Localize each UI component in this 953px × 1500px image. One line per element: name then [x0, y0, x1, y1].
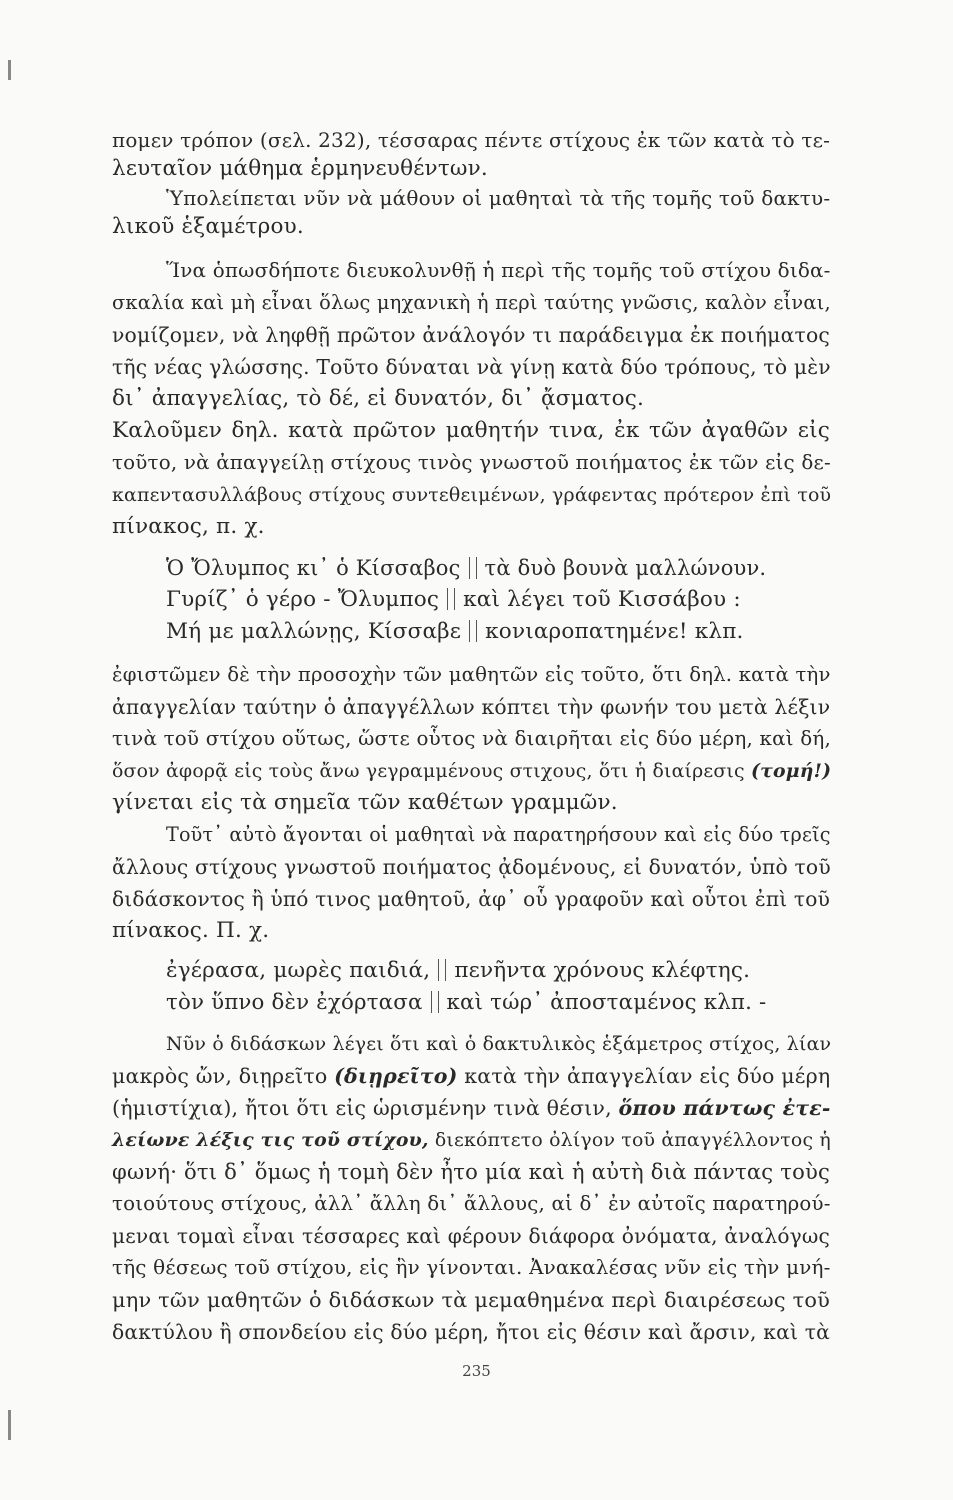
text-line: πίνακος. Π. χ.	[112, 918, 270, 943]
text-line: πίνακος, π. χ.	[112, 514, 265, 539]
text-line: λευταῖον μάθημα ἑρμηνευθέντων.	[112, 156, 488, 181]
text-fragment: κατὰ τὴν ἀπαγγελίαν εἰς δύο μέρη	[464, 1064, 831, 1088]
text-line: καπεντασυλλάβους στίχους συντεθειμένων, γράφεντας πρότερον ἐπὶ τοῦ	[112, 484, 832, 506]
text-line: τινὰ τοῦ στίχου οὕτως, ὥστε οὗτος νὰ διαιρῆται εἰς δύο μέρη, καὶ δή,	[112, 727, 832, 750]
verse-line	[166, 618, 766, 646]
verse-second-half: κονιαροπατημένε! κλπ.	[485, 619, 744, 644]
text-line: σκαλία καὶ μὴ εἶναι ὅλως μηχανικὴ ἡ περὶ ταύτης γνῶσις, καλὸν εἶναι,	[112, 291, 831, 314]
scan-mark	[8, 60, 11, 80]
text-line: διδάσκοντος ἢ ὑπό τινος μαθητοῦ, ἀφ᾽ οὗ γραφοῦν καὶ οὗτοι ἐπὶ τοῦ	[112, 887, 830, 911]
text-line: Νῦν ὁ διδάσκων λέγει ὅτι καὶ ὁ δακτυλικὸς ἑξάμετρος στίχος, λίαν	[166, 1033, 832, 1055]
bold-term: λείωνε λέξις τις τοῦ στίχου,	[112, 1129, 429, 1151]
verse-line	[166, 554, 766, 582]
verse-second-half: καὶ λέγει τοῦ Κισσάβου :	[463, 587, 741, 612]
text-line: τοῦτο, νὰ ἀπαγγείλῃ στίχους τινὸς γνωστοῦ ποιήματος ἐκ τῶν εἰς δε-	[112, 451, 831, 474]
text-line: φωνή· ὅτι δ᾽ ὅμως ἡ τομὴ δὲν ἦτο μία καὶ ἡ αὐτὴ διὰ πάντας τοὺς	[112, 1159, 830, 1184]
verse-first-half: Γυρίζ᾽ ὁ γέρο - Ὄλυμπος	[166, 587, 440, 612]
caesura-mark	[469, 620, 477, 642]
text-line: τοιούτους στίχους, ἀλλ᾽ ἄλλη δι᾽ ἄλλους, αἱ δ᾽ ἐν αὐτοῖς παρατηρού-	[112, 1192, 831, 1215]
text-fragment: μακρὸς ὤν, διῃρεῖτο	[112, 1064, 328, 1088]
text-line: νομίζομεν, νὰ ληφθῇ πρῶτον ἀνάλογόν τι παράδειγμα ἐκ ποιήματος	[112, 323, 830, 347]
text-line: πομεν τρόπον (σελ. 232), τέσσαρας πέντε στίχους ἐκ τῶν κατὰ τὸ τε-	[112, 128, 831, 152]
scan-mark	[8, 1410, 11, 1440]
bold-term: (τομή!)	[750, 760, 832, 782]
caesura-mark	[431, 991, 439, 1013]
text-fragment: διεκόπτετο ὀλίγον τοῦ ἀπαγγέλλοντος ἡ	[434, 1129, 831, 1151]
text-line: δακτύλου ἢ σπονδείου εἰς δύο μέρη, ἤτοι εἰς θέσιν καὶ ἄρσιν, καὶ τὰ	[112, 1320, 830, 1344]
verse-line	[166, 957, 766, 985]
text-fragment: ὅσον ἀφορᾷ εἰς τοὺς ἄνω γεγραμμένους στιχους, ὅτι ἡ διαίρεσις	[112, 761, 745, 782]
verse-second-half: καὶ τώρ᾽ ἀποσταμένος κλπ. -	[446, 990, 767, 1015]
bold-term: ὅπου πάντως ἐτε-	[618, 1096, 831, 1120]
bold-term: (διῃρεῖτο)	[334, 1064, 458, 1088]
page-number: 235	[462, 1362, 491, 1380]
verse-first-half: τὸν ὕπνο δὲν ἐχόρτασα	[166, 990, 423, 1015]
verse-first-half: ἐγέρασα, μωρὲς παιδιά,	[166, 958, 431, 983]
text-line: μην τῶν μαθητῶν ὁ διδάσκων τὰ μεμαθημένα περὶ διαιρέσεως τοῦ	[112, 1288, 830, 1312]
text-line: μεναι τομαὶ εἶναι τέσσαρες καὶ φέρουν διάφορα ὀνόματα, ἀναλόγως	[112, 1224, 831, 1248]
caesura-mark	[438, 959, 446, 981]
text-line: Τοῦτ᾽ αὐτὸ ἄγονται οἱ μαθηταὶ νὰ παρατηρήσουν καὶ εἰς δύο τρεῖς	[166, 823, 831, 846]
text-line: Ἵνα ὁπωσδήποτε διευκολυνθῇ ἡ περὶ τῆς τομῆς τοῦ στίχου διδα-	[166, 259, 831, 282]
text-line: ἐφιστῶμεν δὲ τὴν προσοχὴν τῶν μαθητῶν εἰς τοῦτο, ὅτι δηλ. κατὰ τὴν	[112, 663, 831, 686]
text-line: Καλοῦμεν δηλ. κατὰ πρῶτον μαθητήν τινα, ἐκ τῶν ἀγαθῶν εἰς	[112, 418, 830, 443]
text-line: δι᾽ ἀπαγγελίας, τὸ δέ, εἰ δυνατόν, δι᾽ ᾄσματος.	[112, 386, 645, 411]
text-line: λικοῦ ἑξαμέτρου.	[112, 214, 304, 239]
verse-first-half: Ὁ Ὄλυμπος κι᾽ ὁ Κίσσαβος	[166, 556, 461, 580]
text-line: γίνεται εἰς τὰ σημεῖα τῶν καθέτων γραμμῶν.	[112, 790, 618, 815]
verse-second-half: τὰ δυὸ βουνὰ μαλλώνουν.	[484, 556, 767, 580]
text-line: Ὑπολείπεται νῦν νὰ μάθουν οἱ μαθηταὶ τὰ τῆς τομῆς τοῦ δακτυ-	[166, 186, 831, 210]
text-line: ἄλλους στίχους γνωστοῦ ποιήματος ᾀδομένους, εἰ δυνατόν, ὑπὸ τοῦ	[112, 855, 831, 879]
text-line	[112, 1094, 830, 1122]
text-line	[112, 1062, 830, 1090]
text-line	[112, 1126, 830, 1154]
text-line: τῆς θέσεως τοῦ στίχου, εἰς ἣν γίνονται. Ἀνακαλέσας νῦν εἰς τὴν μνή-	[112, 1256, 831, 1279]
verse-line	[166, 989, 766, 1017]
caesura-mark	[447, 588, 455, 610]
caesura-mark	[469, 557, 477, 579]
text-line	[112, 757, 830, 786]
verse-first-half: Μή με μαλλώνῃς, Κίσσαβε	[166, 619, 462, 644]
text-line: τῆς νέας γλώσσης. Τοῦτο δύναται νὰ γίνῃ κατὰ δύο τρόπους, τὸ μὲν	[112, 355, 831, 379]
text-fragment: (ἡμιστίχια), ἤτοι ὅτι εἰς ὡρισμένην τινὰ θέσιν,	[112, 1096, 612, 1120]
text-line: ἀπαγγελίαν ταύτην ὁ ἀπαγγέλλων κόπτει τὴν φωνήν του μετὰ λέξιν	[112, 695, 831, 719]
verse-line	[166, 586, 766, 614]
verse-second-half: πενῆντα χρόνους κλέφτης.	[454, 958, 751, 983]
